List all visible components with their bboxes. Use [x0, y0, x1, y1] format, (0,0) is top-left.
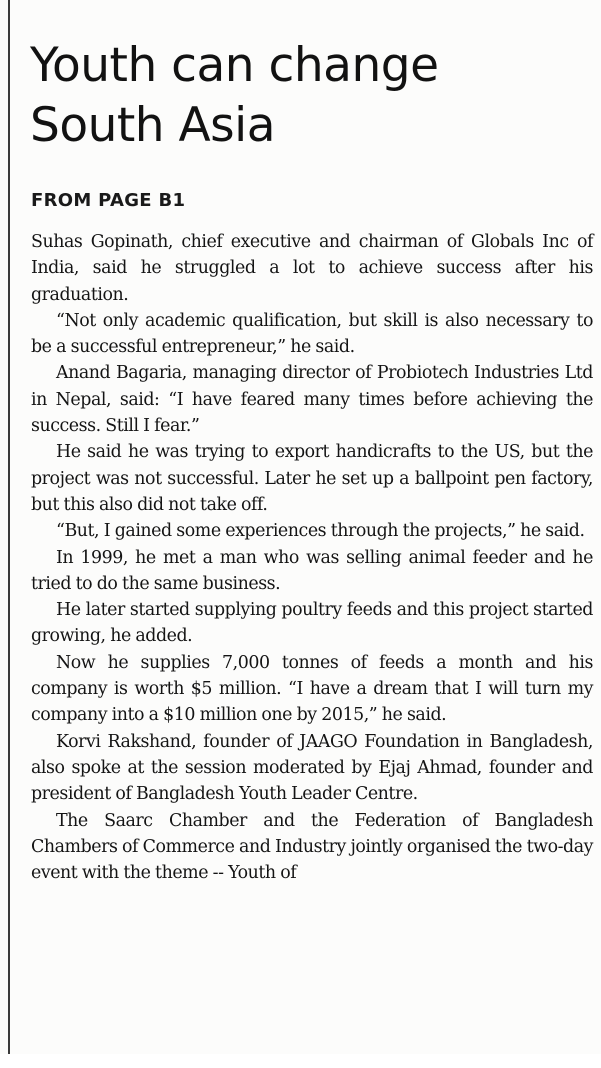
paragraph-3: Anand Bagaria, managing director of Probiotech Industries Ltd in Nepal, said: “I have feared many times before achieving the success. Still I fear.” — [31, 363, 593, 437]
column-rule — [8, 0, 10, 1068]
paragraph-9: Korvi Rakshand, founder of JAAGO Foundation in Bangladesh, also spoke at the session moderated by Ejaj Ahmad, founder and president of Bangladesh Youth Leader Centre. — [31, 731, 593, 805]
page-bottom-edge — [0, 1054, 601, 1068]
headline-line-1: Youth can change — [30, 38, 439, 93]
paragraph-4: He said he was trying to export handicrafts to the US, but the project was not successful. Later he set up a ballpoint pen factory, but this also did not take off. — [31, 442, 593, 515]
paragraph-8: Now he supplies 7,000 tonnes of feeds a month and his company is worth $5 million. “I have a dream that I will turn my company into a $10 million one by 2015,” he said. — [31, 652, 593, 726]
paragraph-6: In 1999, he met a man who was selling animal feeder and he tried to do the same business. — [31, 547, 593, 594]
paragraph-2: “Not only academic qualification, but skill is also necessary to be a successful entrepreneur,” he said. — [31, 310, 593, 358]
headline — [30, 36, 590, 156]
paragraph-10: The Saarc Chamber and the Federation of Bangladesh Chambers of Commerce and Industry jointly organised the two-day event with the theme -- Youth of — [31, 810, 593, 884]
paragraph-1: Suhas Gopinath, chief executive and chairman of Globals Inc of India, said he struggled a lot to achieve success after his graduation. — [31, 232, 593, 305]
headline-line-2: South Asia — [30, 98, 276, 153]
continuation-kicker: FROM PAGE B1 — [31, 190, 186, 211]
paragraph-5: “But, I gained some experiences through the projects,” he said. — [56, 521, 585, 542]
article-body — [31, 229, 593, 886]
paragraph-7: He later started supplying poultry feeds and this project started growing, he added. — [31, 600, 593, 647]
